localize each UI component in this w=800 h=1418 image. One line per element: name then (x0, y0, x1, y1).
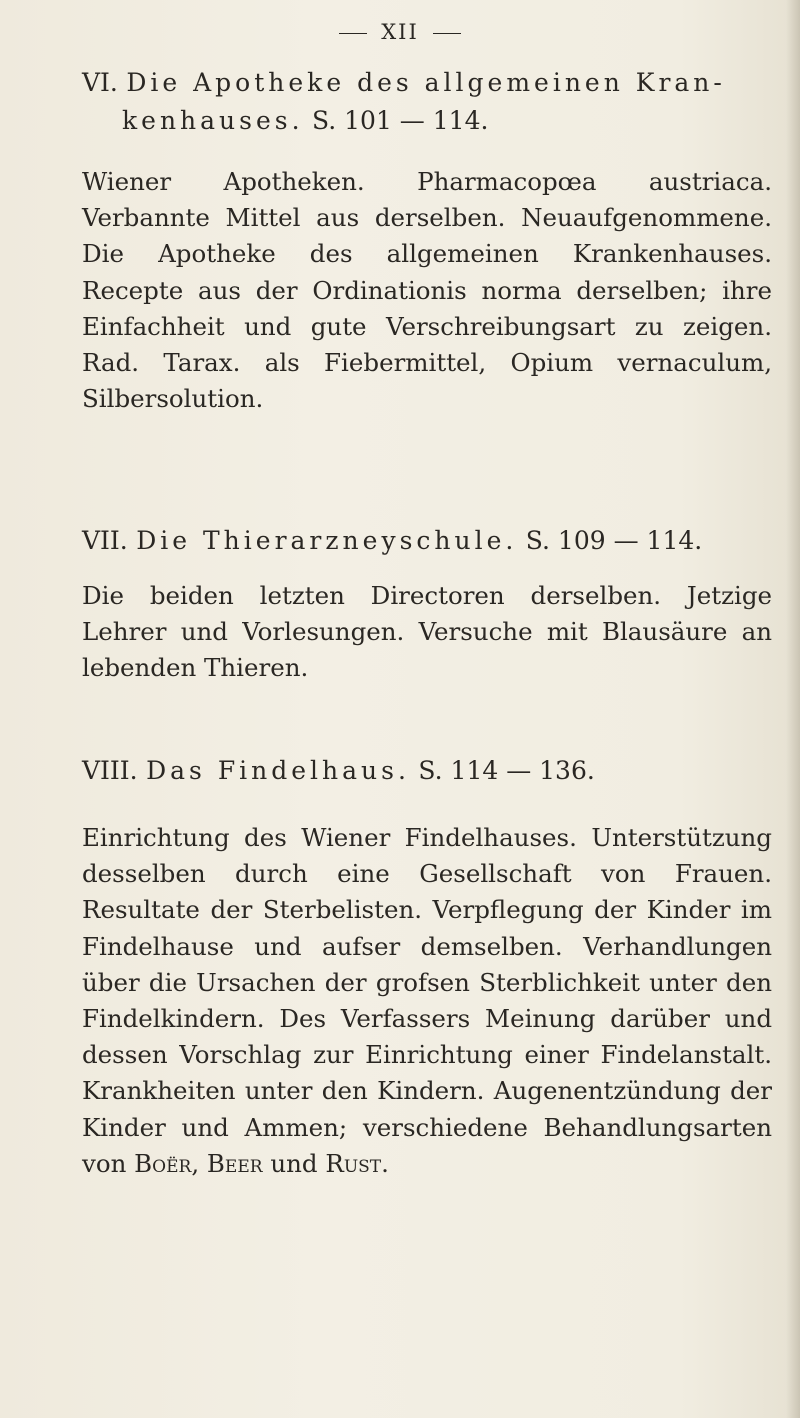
section-vii-text: Die beiden letzten Directoren derselben. Jetzige Lehrer und Vorlesungen. Versuche mit Blausäure an lebenden Thieren. (82, 581, 772, 683)
author-rust: Rust (325, 1148, 382, 1178)
section-viii-text (82, 820, 772, 1182)
section-vi-title-line2-row (82, 102, 772, 140)
section-vii-heading (82, 522, 772, 560)
section-vi-text: Wiener Apotheken. Pharmacopœa austriaca. Verbannte Mittel aus derselben. Neuaufgenommene. Die Apotheke des allgemeinen Krankenhauses. Recepte aus der Ordinationis norma derselben; ihre Einfachheit und gute Verschreibungsart zu zeigen. Rad. Tarax. als Fiebermittel, Opium vernaculum, Silbersolution. (82, 167, 772, 414)
section-vii-pages: S. 109 — 114. (525, 526, 703, 555)
section-viii-text-main: Einrichtung des Wiener Findelhauses. Unterstützung desselben durch eine Gesellschaft von Frauen. Resultate der Sterbelisten. Verpflegung der Kinder im Findelhause und aufser demselben. Verhandlungen über die Ursachen der grofsen Sterblichkeit unter den Findelkindern. Des Verfassers Meinung darüber und dessen Vorschlag zur Einrichtung einer Findelanstalt. Krankheiten unter den Kindern. Augenentzündung der Kinder und Ammen; verschiedene Behandlungsarten von (82, 823, 772, 1178)
section-viii-text-and: und (270, 1148, 318, 1178)
page-number-dash-right (433, 33, 461, 34)
section-vii-numeral: VII. (82, 526, 128, 555)
section-vi-title-line2: kenhauses. (122, 106, 304, 135)
section-vii-title: Die Thierarzneyschule. (136, 526, 518, 555)
section-vi-heading (82, 64, 772, 140)
page-number-dash-left (339, 33, 367, 34)
page-edge-shadow (786, 0, 800, 1418)
section-viii-text-end: . (381, 1148, 389, 1178)
section-viii-text-sep: , (191, 1148, 200, 1178)
section-viii-title: Das Findelhaus. (146, 756, 410, 785)
section-viii-numeral: VIII. (82, 756, 138, 785)
section-viii (82, 752, 772, 1182)
page-number-text: XII (381, 20, 419, 44)
author-beer: Beer (206, 1148, 263, 1178)
author-boer: Boër (134, 1148, 192, 1178)
section-vi-pages: S. 101 — 114. (312, 106, 489, 135)
section-vi-numeral: VI. (82, 68, 118, 97)
section-vi-title-line1: Die Apotheke des allgemeinen Kran- (126, 68, 726, 97)
section-viii-heading (82, 752, 772, 790)
section-viii-pages: S. 114 — 136. (418, 756, 595, 785)
section-vii (82, 522, 772, 687)
page-number (0, 20, 800, 44)
section-vi (82, 64, 772, 417)
